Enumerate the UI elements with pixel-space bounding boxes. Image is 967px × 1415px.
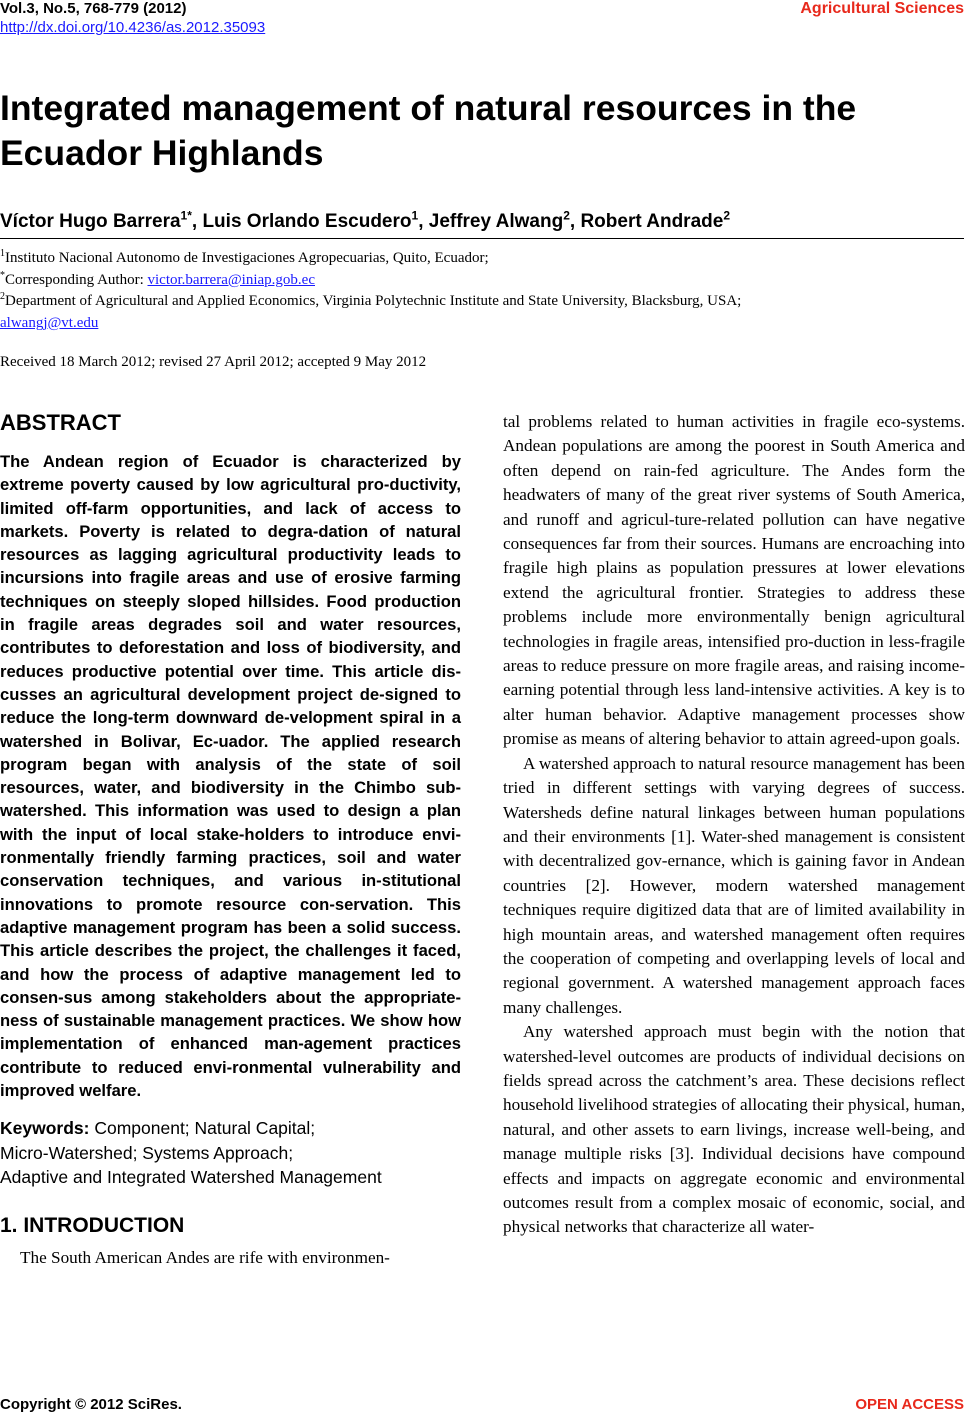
body-paragraph-3: Any watershed approach must begin with the notion that watershed-level outcomes are products of individual decisions on fields spread across the catchment’s area. These decisions reflect household livelihood strategies of allocating their physical, human, natural, and other assets to earn livings, increase well-being, and manage multiple risks [3]. Individual decisions have compound effects and impacts on aggregate economic and environmental outcomes result from a complex mosaic of economic, social, and physical networks that characterize all water- [503,1022,965,1237]
affiliation-text: Instituto Nacional Autonomo de Investigaciones Agropecuarias, Quito, Ecuador; [5,250,489,266]
author-affiliation-mark: 1 [411,208,419,223]
abstract-body: The Andean region of Ecuador is characterized by extreme poverty caused by low agricultural pro-ductivity, limited off-farm opportunities, and lack of access to markets. Poverty is related to degra-dation of natural resources as lagging agricultural productivity leads to incursions into fragile areas and use of erosive farming techniques on steeply sloped hillsides. Food production in fragile areas degrades soil and water resources, contributes to deforestation and loss of biodiversity, and reduces productive potential over time. This article dis-cusses an agricultural development project de-signed to reduce the long-term downward de-velopment spiral in a watershed in Bolivar, Ec-uador. The applied research program began with analysis of the state of soil resources, water, and biodiversity in the Chimbo sub-watershed. This information was used to design a plan with the input of local stake-holders to introduce envi-ronmentally friendly farming practices, soil and water conservation techniques, and various in-stitutional innovations to promote resource con-servation. This adaptive management program has been a solid success. This article describes the project, the challenges it faced, and how the process of adaptive management led to consen-sus among stakeholders about the appropriate-ness of sustainable management practices. We show how implementation of enhanced man-agement practices contribute to reduced envi-ronmental vulnerability and improved welfare. [0,452,461,1101]
keywords-line-1 [0,1116,461,1140]
author-affiliation-mark: 1* [180,208,192,223]
received-dates: Received 18 March 2012; revised 27 April 2012; accepted 9 May 2012 [0,354,427,370]
body-paragraph-1: tal problems related to human activities in fragile eco-systems. Andean populations are among the poorest in South America and often depend on rain-fed agriculture. The Andes form the headwaters of many of the great river systems of South America, and runoff and agricul-ture-related pollution can have negative consequences far from their sources. Humans are encroaching into fragile high plains as population pressures at lower elevations extend the agricultural frontier. Strategies to address these problems include more environmentally benign agricultural technologies in fragile areas, intensified pro-duction in less-fragile areas to reduce pressure on more fragile areas, and raising income-earning potential through less land-intensive activities. A key is to alter human behavior. Adaptive management processes show promise as means of altering behavior to attain agreed-upon goals. [503,412,965,749]
author-name: Víctor Hugo Barrera [0,211,181,232]
corresponding-email-link[interactable]: victor.barrera@iniap.gob.ec [147,271,315,288]
author-separator: , [191,211,203,232]
affiliation-2-email-line [0,313,964,335]
corresponding-author [0,270,964,292]
keywords-line-3: Adaptive and Integrated Watershed Management [0,1167,382,1188]
affiliation-mark: * [0,269,5,281]
journal-name: Agricultural Sciences [800,0,964,17]
doi-link[interactable]: http://dx.doi.org/10.4236/as.2012.35093 [0,19,266,36]
keywords-label: Keywords: [0,1118,90,1139]
right-column [503,410,965,1240]
author-affiliation-mark: 2 [563,208,570,223]
body-paragraph-2: A watershed approach to natural resource management has been tried in different settings with varying degrees of success. Watersheds define natural linkages between human populations and their environments [1]. Water-shed management is consistent with decentralized gov-ernance, which is gaining favor in Andean countries [2]. However, modern watershed management techniques require digitized data that are of limited availability in high mountain areas, and watershed management often requires the cooperation of competing and overlapping levels of local and regional government. A watershed management approach faces many challenges. [503,753,965,1017]
author-affiliation-mark: 2 [723,208,731,223]
open-access-label: OPEN ACCESS [855,1396,964,1413]
author-list [0,210,730,234]
paper-title: Integrated management of natural resources in the Ecuador Highlands [0,88,857,173]
affiliation-text: Department of Agricultural and Applied Economics, Virginia Polytechnic Institute and State University, Blacksburg, USA; [5,293,742,309]
introduction-heading: 1. INTRODUCTION [0,1213,185,1237]
header-divider [0,238,964,239]
author-name: Luis Orlando Escudero [202,211,412,232]
abstract-heading: ABSTRACT [0,410,121,435]
keywords-text: Component; Natural Capital; [89,1118,316,1139]
keywords-line-2: Micro-Watershed; Systems Approach; [0,1142,294,1163]
introduction-paragraph: The South American Andes are rife with environmen- [20,1247,390,1267]
left-column [0,408,461,1270]
affiliation-mark: 1 [0,248,5,259]
author-separator: , [418,211,429,232]
affiliation-1 [0,248,964,270]
keywords [0,1116,461,1189]
affiliation-mark: 2 [0,291,5,302]
author-name: Jeffrey Alwang [428,211,564,232]
affiliations [0,248,964,334]
alwang-email-link[interactable]: alwangj@vt.edu [0,314,99,331]
copyright-notice: Copyright © 2012 SciRes. [0,1396,182,1413]
corresponding-label: Corresponding Author: [5,271,148,288]
affiliation-2 [0,291,964,313]
author-name: Robert Andrade [580,211,724,232]
volume-info: Vol.3, No.5, 768-779 (2012) [0,0,187,17]
author-separator: , [569,211,581,232]
